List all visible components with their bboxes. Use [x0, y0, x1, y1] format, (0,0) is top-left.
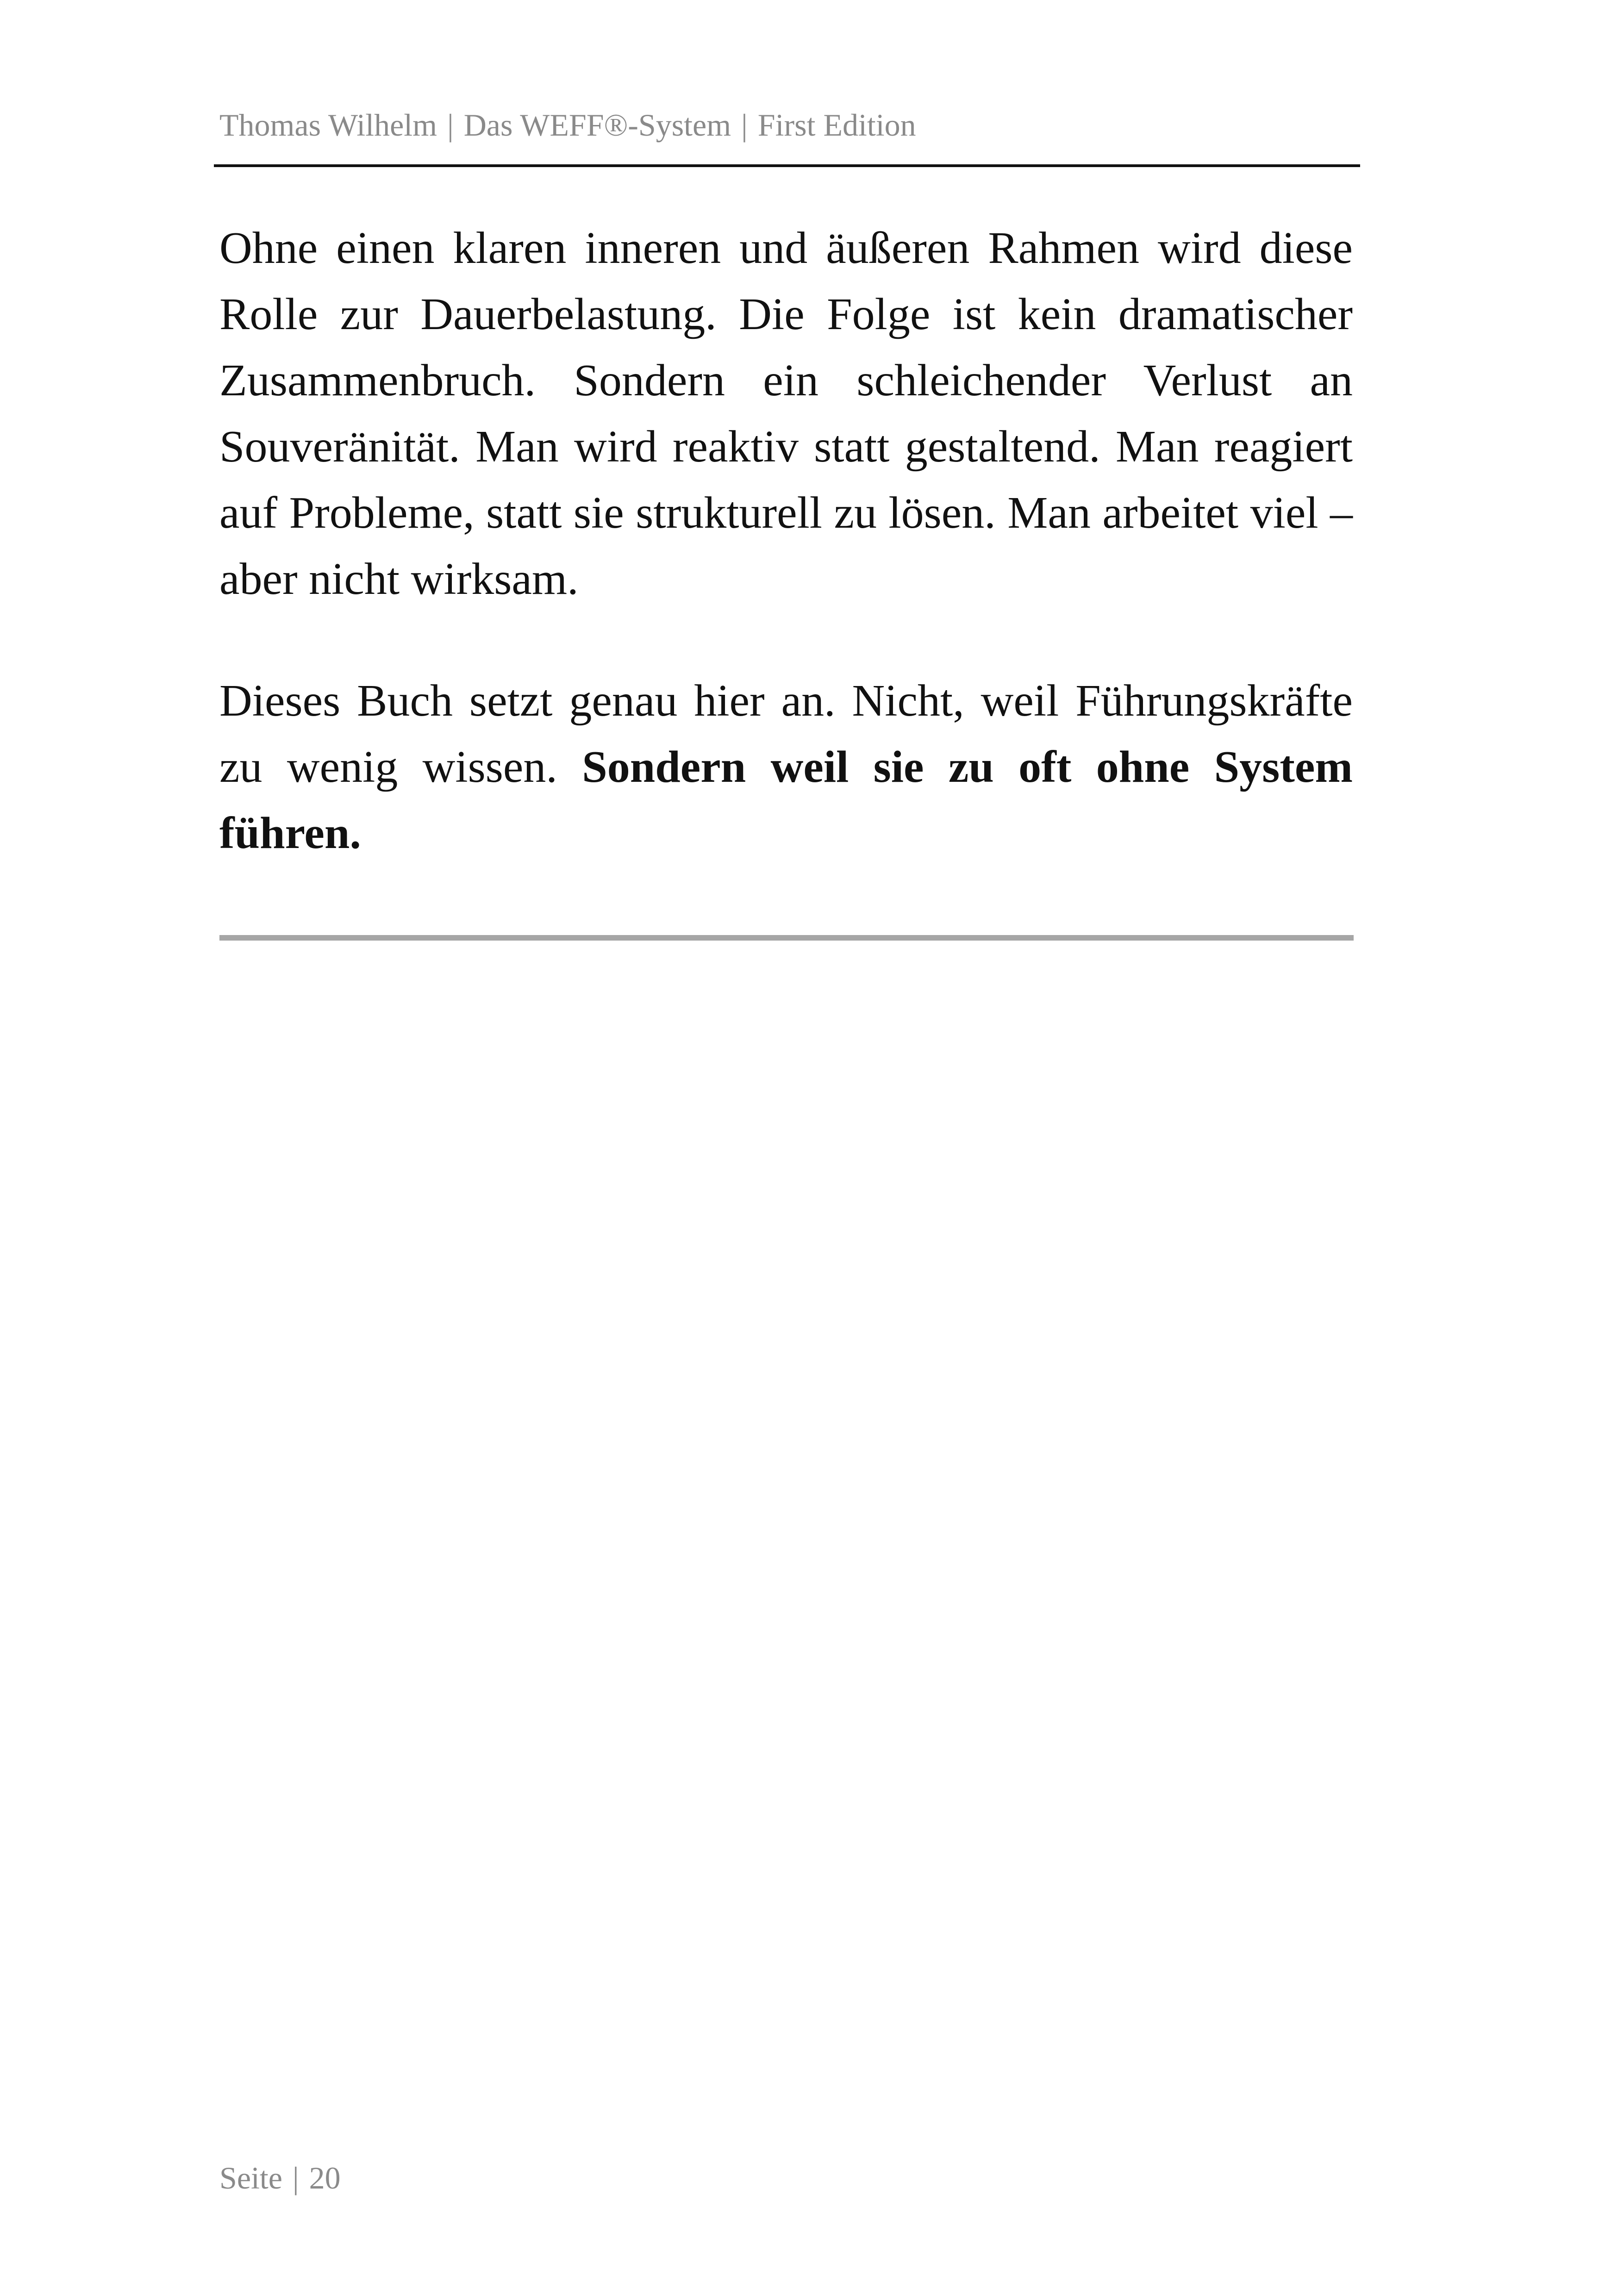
header-rule	[214, 164, 1360, 167]
paragraph-2-intro: Dieses Buch setzt genau hier an. Nicht, weil Führungskräfte zu wenig wissen.	[219, 676, 1353, 792]
header-separator: |	[447, 107, 454, 143]
paragraph-2	[219, 668, 1353, 867]
body-text	[219, 215, 1353, 867]
section-end-rule	[219, 935, 1354, 941]
paragraph-2-emphasis: Sondern weil sie zu oft ohne System führen.	[219, 742, 1353, 858]
footer-separator: |	[292, 2160, 299, 2195]
footer-page-label: Seite	[219, 2160, 282, 2195]
page-footer	[219, 2155, 341, 2201]
running-header	[219, 102, 1358, 148]
header-book-title: Das WEFF®-System	[463, 107, 731, 143]
header-separator: |	[741, 107, 748, 143]
footer-page-number: 20	[309, 2160, 341, 2195]
header-edition: First Edition	[757, 107, 916, 143]
header-author: Thomas Wilhelm	[219, 107, 437, 143]
paragraph-1: Ohne einen klaren inneren und äußeren Rahmen wird diese Rolle zur Dauerbelastung. Die Folge ist kein dramatischer Zusammenbruch. Sondern ein schleichender Verlust an Souveränität. Man wird reaktiv statt gestaltend. Man reagiert auf Probleme, statt sie strukturell zu lösen. Man arbeitet viel – aber nicht wirksam.	[219, 223, 1353, 604]
